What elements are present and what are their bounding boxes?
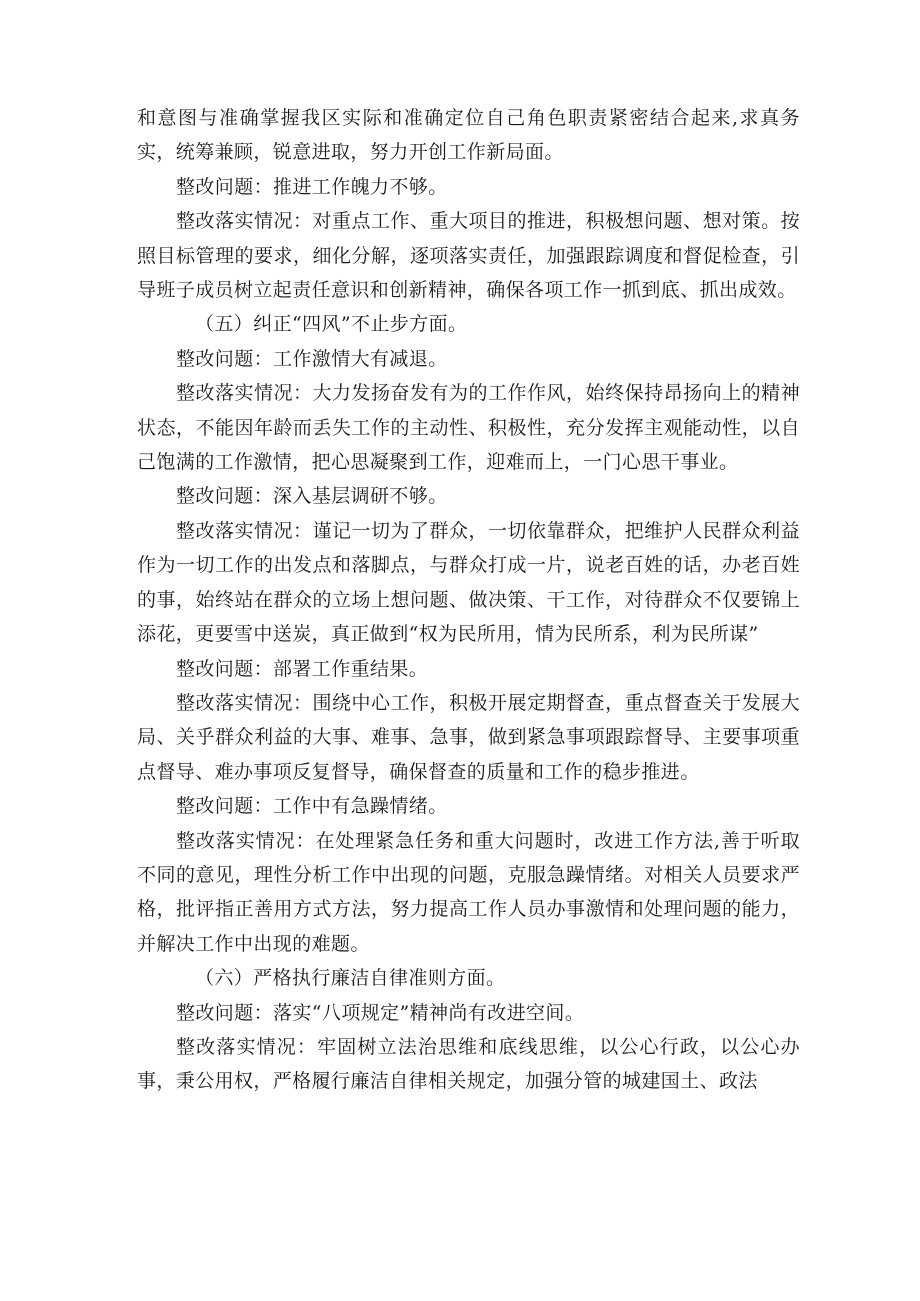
paragraph-rectify-status: 整改落实情况：谨记一切为了群众，一切依靠群众，把维护人民群众利益作为一切工作的出发点和落脚点，与群众打成一片，说老百姓的话，办老百姓的事，始终站在群众的立场上想问题、做决策、干工作，对待群众不仅要锦上添花，更要雪中送炭，真正做到“权为民所用，情为民所系，利为民所谋” [137, 519, 800, 646]
paragraph-rectify-issue: 整改问题：落实“八项规定”精神尚有改进空间。 [176, 1001, 585, 1024]
paragraph-rectify-issue: 整改问题：推进工作魄力不够。 [176, 175, 448, 198]
paragraph-rectify-status: 整改落实情况：在处理紧急任务和重大问题时，改进工作方法,善于听取不同的意见，理性分析工作中出现的问题，克服急躁情绪。对相关人员要求严格，批评指正善用方式方法，努力提高工作人员办事激情和处理问题的能力，并解决工作中出现的难题。 [137, 829, 800, 955]
document-body [137, 101, 800, 1099]
paragraph-rectify-issue: 整改问题：部署工作重结果。 [176, 657, 429, 680]
paragraph-rectify-status: 整改落实情况：围绕中心工作，积极开展定期督查，重点督查关于发展大局、关乎群众利益的大事、难事、急事，做到紧急事项跟踪督导、主要事项重点督导、难办事项反复督导，确保督查的质量和工作的稳步推进。 [137, 691, 800, 783]
paragraph-rectify-issue: 整改问题：工作激情大有减退。 [176, 347, 448, 370]
section-heading-6: （六）严格执行廉洁自律准则方面。 [195, 967, 506, 990]
paragraph-rectify-status: 整改落实情况：大力发扬奋发有为的工作作风，始终保持昂扬向上的精神状态，不能因年龄而丢失工作的主动性、积极性，充分发挥主观能动性，以自己饱满的工作激情，把心思凝聚到工作，迎难而上，一门心思干事业。 [137, 382, 800, 474]
paragraph-rectify-status: 整改落实情况：牢固树立法治思维和底线思维，以公心行政，以公心办事，秉公用权，严格履行廉洁自律相关规定，加强分管的城建国土、政法 [137, 1035, 800, 1093]
section-heading-5: （五）纠正“四风”不止步方面。 [195, 313, 468, 336]
paragraph-rectify-issue: 整改问题：深入基层调研不够。 [176, 485, 448, 508]
paragraph-continuation: 和意图与准确掌握我区实际和准确定位自己角色职责紧密结合起来,求真务实，统筹兼顾，锐意进取，努力开创工作新局面。 [137, 107, 800, 164]
paragraph-rectify-status: 整改落实情况：对重点工作、重大项目的推进，积极想问题、想对策。按照目标管理的要求，细化分解，逐项落实责任，加强跟踪调度和督促检查，引导班子成员树立起责任意识和创新精神，确保各项工作一抓到底、抓出成效。 [137, 210, 800, 302]
paragraph-rectify-issue: 整改问题：工作中有急躁情绪。 [176, 795, 448, 818]
